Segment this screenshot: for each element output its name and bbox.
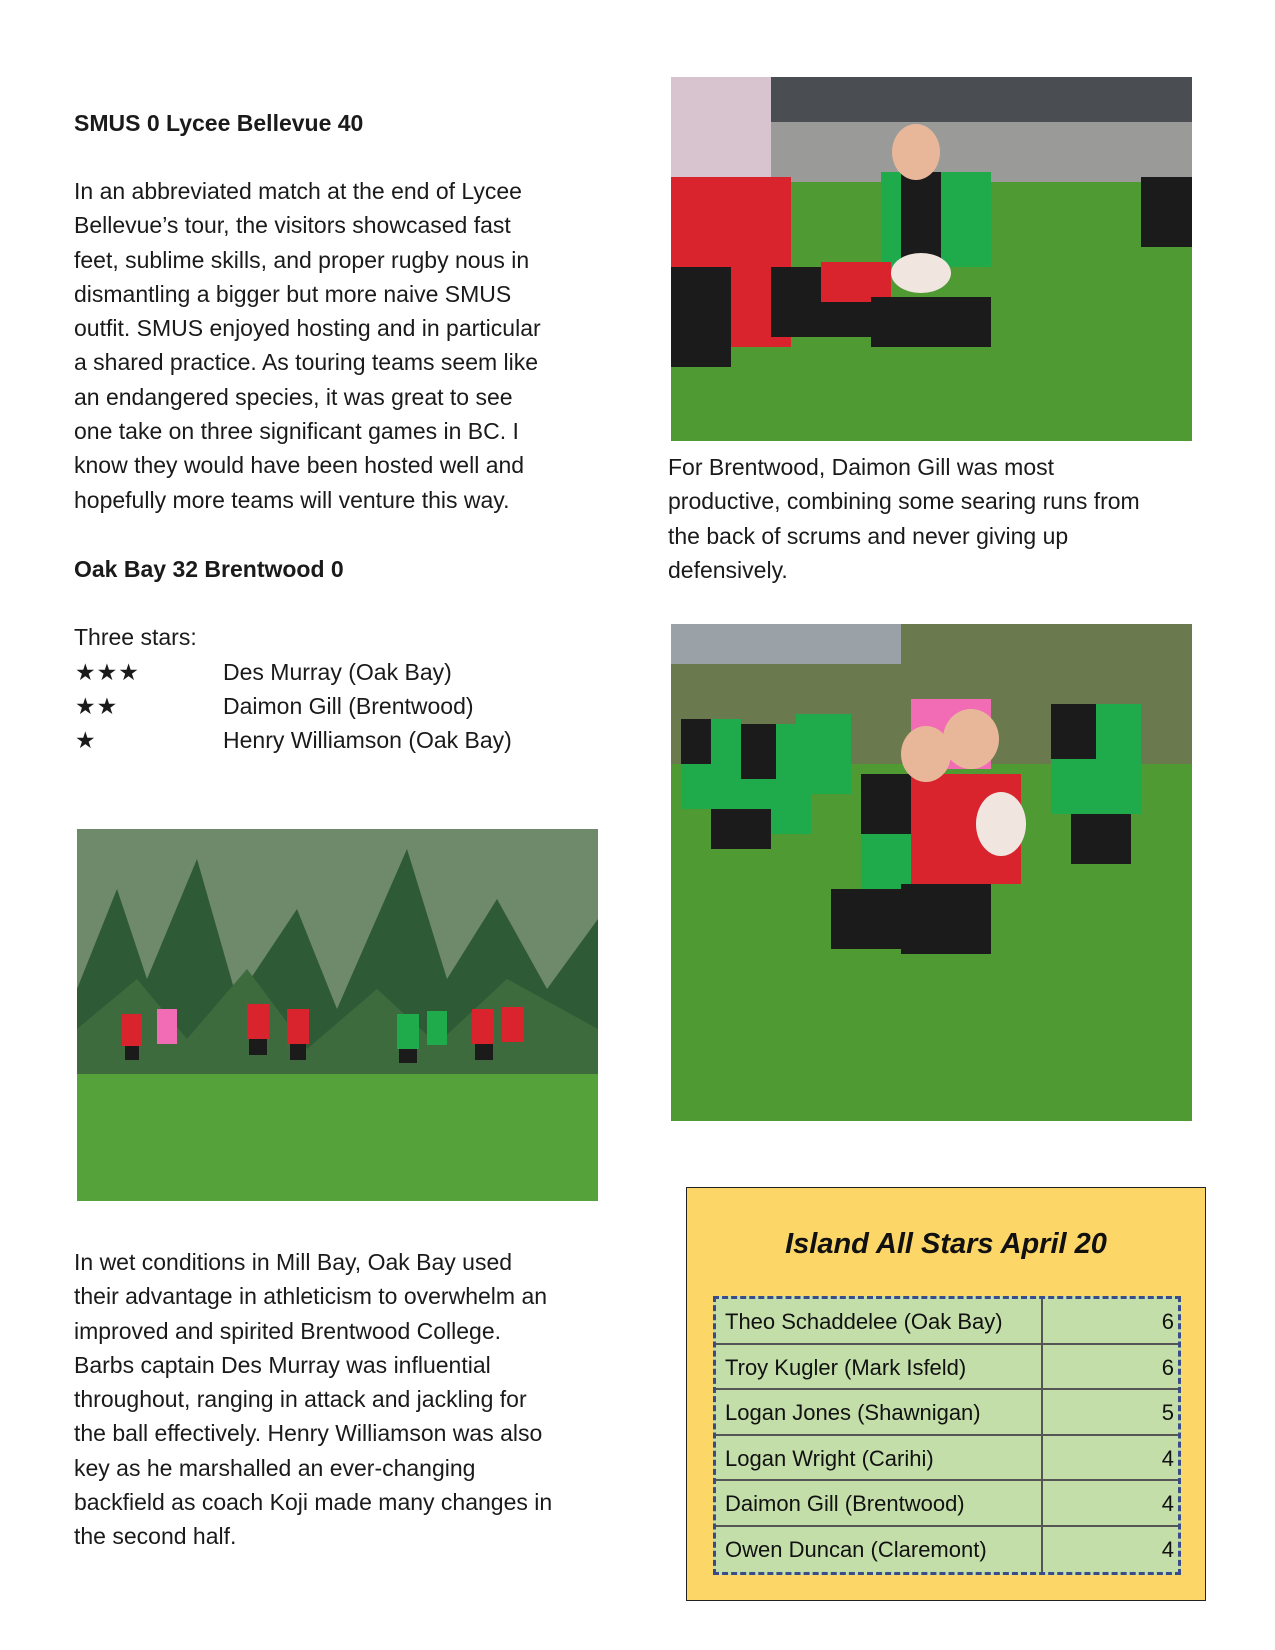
report-line: a shared practice. As touring teams seem like [74, 349, 539, 376]
rugby-breakaway-photo [671, 624, 1192, 1121]
star-rating: ★ [75, 727, 97, 753]
player-name: Daimon Gill (Brentwood) [716, 1481, 1043, 1525]
rugby-breakaway-photo-art [671, 624, 1192, 1121]
report-line: Bellevue’s tour, the visitors showcased fast [74, 212, 511, 239]
star-row [75, 723, 512, 757]
caption-line: defensively. [668, 556, 788, 583]
report-line: dismantling a bigger but more naive SMUS [74, 280, 512, 307]
photo-caption [668, 450, 1208, 587]
report-line: outfit. SMUS enjoyed hosting and in particular [74, 315, 541, 342]
three-stars-table [75, 655, 512, 757]
star-player: Henry Williamson (Oak Bay) [223, 727, 512, 753]
report-line: the ball effectively. Henry Williamson was also [74, 1420, 543, 1447]
table-row [716, 1436, 1178, 1482]
report-line: feet, sublime skills, and proper rugby nous in [74, 246, 530, 273]
match-heading-oakbay: Oak Bay 32 Brentwood 0 [74, 556, 344, 582]
rugby-tackle-photo-art [671, 77, 1192, 441]
report-line: hopefully more teams will venture this way. [74, 486, 510, 513]
star-row [75, 689, 512, 723]
star-player: Des Murray (Oak Bay) [223, 659, 452, 685]
table-row [716, 1390, 1178, 1436]
table-row [716, 1481, 1178, 1527]
player-score: 4 [1161, 1445, 1174, 1471]
player-name: Logan Wright (Carihi) [716, 1436, 1043, 1480]
report-line: one take on three significant games in BC. I [74, 418, 519, 445]
caption-line: the back of scrums and never giving up [668, 522, 1069, 549]
island-all-stars-box [686, 1187, 1206, 1601]
player-name: Logan Jones (Shawnigan) [716, 1390, 1043, 1434]
player-score: 4 [1161, 1536, 1174, 1562]
match-report-oakbay [74, 1245, 604, 1554]
match-report-smus [74, 174, 594, 517]
match-heading-smus: SMUS 0 Lycee Bellevue 40 [74, 110, 364, 136]
star-player: Daimon Gill (Brentwood) [223, 693, 474, 719]
island-all-stars-table [713, 1296, 1181, 1575]
player-score: 6 [1161, 1354, 1174, 1380]
table-row [716, 1527, 1178, 1573]
report-line: know they would have been hosted well and [74, 452, 525, 479]
report-line: In wet conditions in Mill Bay, Oak Bay used [74, 1249, 513, 1275]
player-name: Owen Duncan (Claremont) [716, 1527, 1043, 1573]
report-line: improved and spirited Brentwood College. [74, 1317, 502, 1344]
report-line: In an abbreviated match at the end of Lycee [74, 178, 522, 204]
player-score: 4 [1161, 1491, 1174, 1516]
star-rating: ★★ [75, 693, 119, 719]
report-line: their advantage in athleticism to overwhelm an [74, 1283, 548, 1310]
rugby-field-photo-art [77, 829, 598, 1201]
table-row [716, 1345, 1178, 1391]
caption-line: productive, combining some searing runs from [668, 488, 1140, 515]
player-score: 5 [1161, 1400, 1174, 1425]
three-stars-label: Three stars: [74, 624, 197, 650]
star-rating: ★★★ [75, 659, 140, 685]
report-line: throughout, ranging in attack and jackling for [74, 1386, 527, 1413]
report-line: an endangered species, it was great to see [74, 383, 513, 410]
report-line: the second half. [74, 1523, 237, 1550]
player-name: Theo Schaddelee (Oak Bay) [716, 1299, 1043, 1343]
player-score: 6 [1161, 1309, 1174, 1334]
report-line: Barbs captain Des Murray was influential [74, 1351, 491, 1378]
rugby-field-photo [77, 829, 598, 1201]
player-name: Troy Kugler (Mark Isfeld) [716, 1345, 1043, 1389]
caption-line: For Brentwood, Daimon Gill was most [668, 454, 1055, 480]
rugby-tackle-photo [671, 77, 1192, 441]
report-line: backfield as coach Koji made many changes in [74, 1489, 553, 1516]
star-row [75, 655, 512, 689]
table-row [716, 1299, 1178, 1345]
report-line: key as he marshalled an ever-changing [74, 1454, 476, 1481]
island-all-stars-title: Island All Stars April 20 [785, 1228, 1107, 1260]
